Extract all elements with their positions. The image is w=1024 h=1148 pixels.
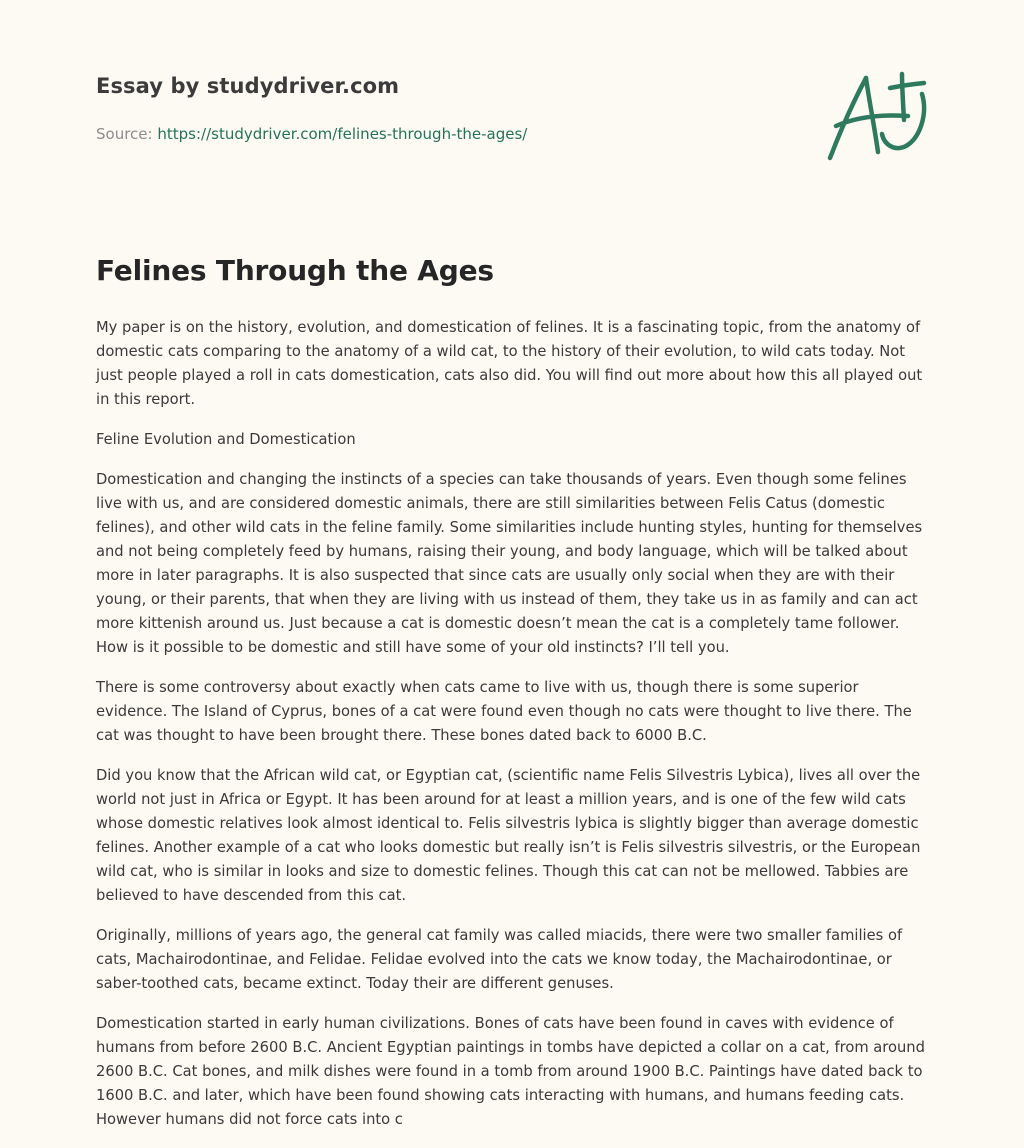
essay-body: [96, 316, 926, 1148]
essay-header: [96, 74, 796, 143]
source-link[interactable]: https://studydriver.com/felines-through-the-ages/: [157, 125, 528, 143]
paragraph: My paper is on the history, evolution, and domestication of felines. It is a fascinating topic, from the anatomy of domestic cats comparing to the anatomy of a wild cat, to the history of their evolution, to wild cats today. Not just people played a roll in cats domestication, cats also did. You will find out more about how this all played out in this report.: [96, 319, 923, 408]
brand-title: Essay by studydriver.com: [96, 74, 400, 98]
paragraph: Did you know that the African wild cat, or Egyptian cat, (scientific name Felis Silvestris Lybica), lives all over the world not just in Africa or Egypt. It has been around for at least a million years, and is one of the few wild cats whose domestic relatives look almost identical to. Felis silvestris lybica is slightly bigger than average domestic felines. Another example of a cat who looks domestic but really isn’t is Felis silvestris silvestris, or the European wild cat, who is similar in looks and size to domestic felines. Though this cat can not be mellowed. Tabbies are believed to have descended from this cat.: [96, 767, 921, 904]
source-line: [96, 125, 796, 143]
source-label: Source:: [96, 125, 153, 143]
section-heading: Feline Evolution and Domestication: [96, 431, 356, 448]
paragraph: Domestication started in early human civilizations. Bones of cats have been found in caves with evidence of humans from before 2600 B.C. Ancient Egyptian paintings in tombs have depicted a collar on a cat, from around 2600 B.C. Cat bones, and milk dishes were found in a tomb from around 1900 B.C. Paintings have dated back to 1600 B.C. and later, which have been found showing cats interacting with humans, and humans feeding cats. However humans did not force cats into c: [96, 1015, 925, 1128]
essay-title: Felines Through the Ages: [96, 254, 494, 287]
paragraph: Domestication and changing the instincts of a species can take thousands of years. Even though some felines live with us, and are considered domestic animals, there are still similarities between Felis Catus (domestic felines), and other wild cats in the feline family. Some similarities include hunting styles, hunting for themselves and not being completely feed by humans, raising their young, and body language, which will be talked about more in later paragraphs. It is also suspected that since cats are usually only social when they are with their young, or their parents, that when they are living with us instead of them, they take us in as family and can act more kittenish around us. Just because a cat is domestic doesn’t mean the cat is a completely tame follower. How is it possible to be domestic and still have some of your old instincts? I’ll tell you.: [96, 471, 923, 656]
paragraph: Originally, millions of years ago, the general cat family was called miacids, there were two smaller families of cats, Machairodontinae, and Felidae. Felidae evolved into the cats we know today, the Machairodontinae, or saber-toothed cats, became extinct. Today their are different genuses.: [96, 927, 903, 992]
paragraph: There is some controversy about exactly when cats came to live with us, though there is some superior evidence. The Island of Cyprus, bones of a cat were found even though no cats were thought to live there. The cat was thought to have been brought there. These bones dated back to 6000 B.C.: [96, 679, 912, 744]
a-plus-logo-graphic: [822, 66, 932, 166]
a-plus-logo-icon: [822, 66, 932, 166]
